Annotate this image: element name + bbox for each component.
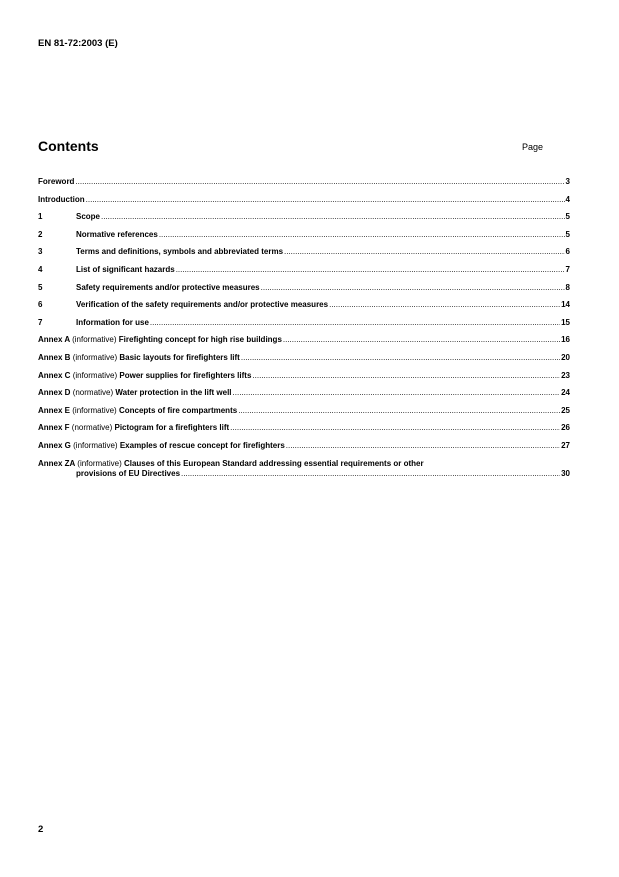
toc-entry-title: Normative references <box>76 229 158 239</box>
dot-leader <box>261 283 565 292</box>
toc-entry-normative-references[interactable] <box>38 230 570 248</box>
toc-entry-title: Safety requirements and/or protective measures <box>76 282 260 292</box>
toc-entry-scope[interactable] <box>38 212 570 230</box>
dot-leader <box>286 441 560 450</box>
toc-entry-page: 8 <box>565 282 570 292</box>
toc-entry-title: Scope <box>76 212 101 222</box>
toc-entry-number: 6 <box>38 300 43 310</box>
toc-entry-page: 15 <box>561 317 570 327</box>
toc-entry-title: Firefighting concept for high rise buildings <box>118 335 282 345</box>
toc-entry-number: 3 <box>38 247 43 257</box>
dot-leader <box>284 247 565 256</box>
dot-leader <box>238 406 560 415</box>
toc-entry-annex-za[interactable] <box>38 459 570 480</box>
dot-leader <box>176 265 565 274</box>
toc-entry-title: Pictogram for a firefighters lift <box>114 423 230 433</box>
annex-kind: (informative) <box>72 352 118 362</box>
toc-entry-annex-f[interactable] <box>38 423 570 441</box>
contents-heading: Contents <box>38 138 99 154</box>
toc-entry-annex-d[interactable] <box>38 388 570 406</box>
dot-leader <box>75 177 564 186</box>
document-id: EN 81-72:2003 (E) <box>38 38 118 49</box>
annex-label: Annex ZA (informative) <box>38 458 122 468</box>
toc-entry-page: 4 <box>565 194 570 204</box>
toc-entry-annex-e[interactable] <box>38 406 570 424</box>
toc-entry-title: Terms and definitions, symbols and abbreviated terms <box>76 247 284 257</box>
toc-entry-title: Foreword <box>38 177 75 186</box>
table-of-contents <box>38 177 570 480</box>
toc-entry-number: 4 <box>38 264 43 274</box>
toc-entry-page: 30 <box>561 468 570 478</box>
annex-kind: (informative) <box>77 458 122 468</box>
dot-leader <box>233 388 561 397</box>
toc-entry-number: 5 <box>38 282 43 292</box>
toc-entry-title: Examples of rescue concept for firefighters <box>119 440 285 450</box>
toc-entry-verification[interactable] <box>38 300 570 318</box>
toc-entry-page: 25 <box>561 405 570 415</box>
toc-entry-hazards[interactable] <box>38 265 570 283</box>
toc-entry-introduction[interactable] <box>38 195 570 213</box>
toc-entry-page: 23 <box>561 370 570 380</box>
dot-leader <box>159 230 565 239</box>
dot-leader <box>86 195 565 204</box>
toc-entry-page: 3 <box>565 177 570 186</box>
annex-label: Annex A (informative) <box>38 335 117 345</box>
toc-entry-page: 16 <box>561 335 570 345</box>
dot-leader <box>283 335 560 344</box>
annex-kind: (informative) <box>72 370 118 380</box>
toc-entry-title: Verification of the safety requirements and/or protective measures <box>76 300 329 310</box>
toc-entry-page: 5 <box>565 229 570 239</box>
toc-entry-title: Introduction <box>38 194 85 204</box>
toc-entry-foreword[interactable] <box>38 177 570 195</box>
toc-entry-title: Information for use <box>76 317 149 327</box>
toc-entry-number: 2 <box>38 229 43 239</box>
toc-entry-page: 26 <box>561 423 570 433</box>
annex-label: Annex F (normative) <box>38 423 113 433</box>
toc-entry-terms[interactable] <box>38 247 570 265</box>
toc-entry-annex-a[interactable] <box>38 335 570 353</box>
toc-entry-information-for-use[interactable] <box>38 318 570 336</box>
toc-entry-page: 27 <box>561 440 570 450</box>
annex-label: Annex C (informative) <box>38 370 118 380</box>
toc-entry-title: Clauses of this European Standard addressing essential requirements or other <box>123 458 424 468</box>
annex-label: Annex E (informative) <box>38 405 117 415</box>
toc-entry-number: 7 <box>38 317 43 327</box>
toc-entry-annex-c[interactable] <box>38 371 570 389</box>
annex-kind: (informative) <box>72 405 117 415</box>
dot-leader <box>230 423 560 432</box>
toc-entry-title: Power supplies for firefighters lifts <box>119 370 252 380</box>
toc-entry-safety-requirements[interactable] <box>38 283 570 301</box>
dot-leader <box>181 469 560 478</box>
dot-leader <box>329 300 560 309</box>
dot-leader <box>150 318 560 327</box>
toc-entry-page: 20 <box>561 352 570 362</box>
toc-entry-title: Concepts of fire compartments <box>118 405 238 415</box>
annex-kind: (informative) <box>72 335 117 345</box>
annex-label: Annex G (informative) <box>38 440 118 450</box>
toc-entry-annex-b[interactable] <box>38 353 570 371</box>
toc-entry-page: 24 <box>561 388 570 398</box>
toc-entry-title-continued: provisions of EU Directives <box>76 468 181 478</box>
toc-entry-page: 7 <box>565 264 570 274</box>
dot-leader <box>241 353 560 362</box>
toc-entry-page: 14 <box>561 300 570 310</box>
annex-label: Annex B (informative) <box>38 352 118 362</box>
toc-entry-title: List of significant hazards <box>76 264 175 274</box>
annex-kind: (normative) <box>72 388 114 398</box>
toc-entry-page: 5 <box>565 212 570 222</box>
annex-kind: (informative) <box>73 440 118 450</box>
toc-entry-number: 1 <box>38 212 43 222</box>
page-number: 2 <box>38 824 44 835</box>
page-column-label: Page <box>522 142 544 152</box>
dot-leader <box>101 212 565 221</box>
annex-kind: (normative) <box>71 423 113 433</box>
dot-leader <box>252 371 560 380</box>
toc-entry-annex-g[interactable] <box>38 441 570 459</box>
toc-entry-title: Basic layouts for firefighters lift <box>119 352 240 362</box>
toc-entry-page: 6 <box>565 247 570 257</box>
annex-label: Annex D (normative) <box>38 388 114 398</box>
toc-entry-title: Water protection in the lift well <box>115 388 232 398</box>
